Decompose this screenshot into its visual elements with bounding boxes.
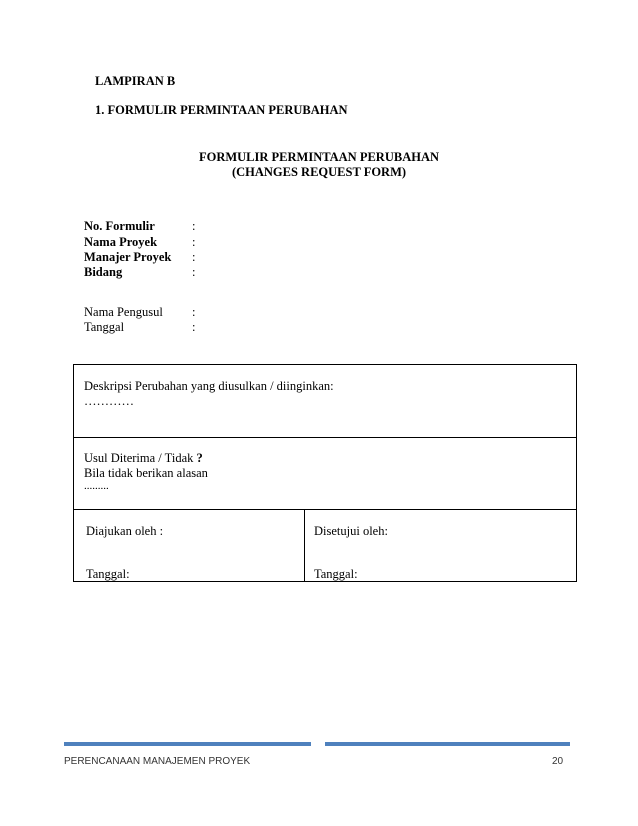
field-label: Manajer Proyek: [84, 250, 172, 264]
approved-by-label: Disetujui oleh:: [314, 524, 388, 538]
field-label: No. Formulir: [84, 219, 155, 233]
field-colon: :: [192, 219, 196, 233]
submitted-by-label: Diajukan oleh :: [86, 524, 164, 538]
page-number: 20: [552, 756, 564, 767]
description-label: Deskripsi Perubahan yang diusulkan / diinginkan:: [84, 379, 334, 393]
column-divider: [304, 510, 305, 581]
field-label: Nama Pengusul: [84, 305, 163, 319]
description-row: [74, 365, 576, 438]
field-colon: :: [192, 265, 196, 279]
form-title: FORMULIR PERMINTAAN PERUBAHAN: [198, 150, 440, 164]
submitted-date-label: Tanggal:: [86, 567, 130, 581]
field-colon: :: [192, 250, 196, 264]
appendix-heading: LAMPIRAN B: [95, 74, 176, 88]
acceptance-text: Usul Diterima / Tidak: [84, 451, 197, 465]
change-request-table: [73, 364, 577, 582]
field-colon: :: [192, 235, 196, 249]
signature-row: [74, 510, 576, 581]
footer-bar-notch: [310, 742, 326, 746]
reason-label: Bila tidak berikan alasan: [84, 466, 208, 480]
section-heading: 1. FORMULIR PERMINTAAN PERUBAHAN: [95, 103, 348, 117]
approved-date-label: Tanggal:: [314, 567, 358, 581]
acceptance-row: [74, 438, 576, 510]
field-label: Bidang: [84, 265, 123, 279]
reason-value: .........: [84, 480, 109, 492]
footer-title: PERENCANAAN MANAJEMEN PROYEK: [64, 756, 251, 767]
field-label: Tanggal: [84, 320, 125, 334]
description-value: …………: [84, 394, 134, 408]
acceptance-mark: ?: [196, 451, 203, 465]
form-subtitle: (CHANGES REQUEST FORM): [231, 165, 407, 179]
field-colon: :: [192, 305, 196, 319]
field-label: Nama Proyek: [84, 235, 158, 249]
acceptance-label: [84, 451, 203, 466]
field-colon: :: [192, 320, 196, 334]
footer-bar: [64, 742, 570, 746]
